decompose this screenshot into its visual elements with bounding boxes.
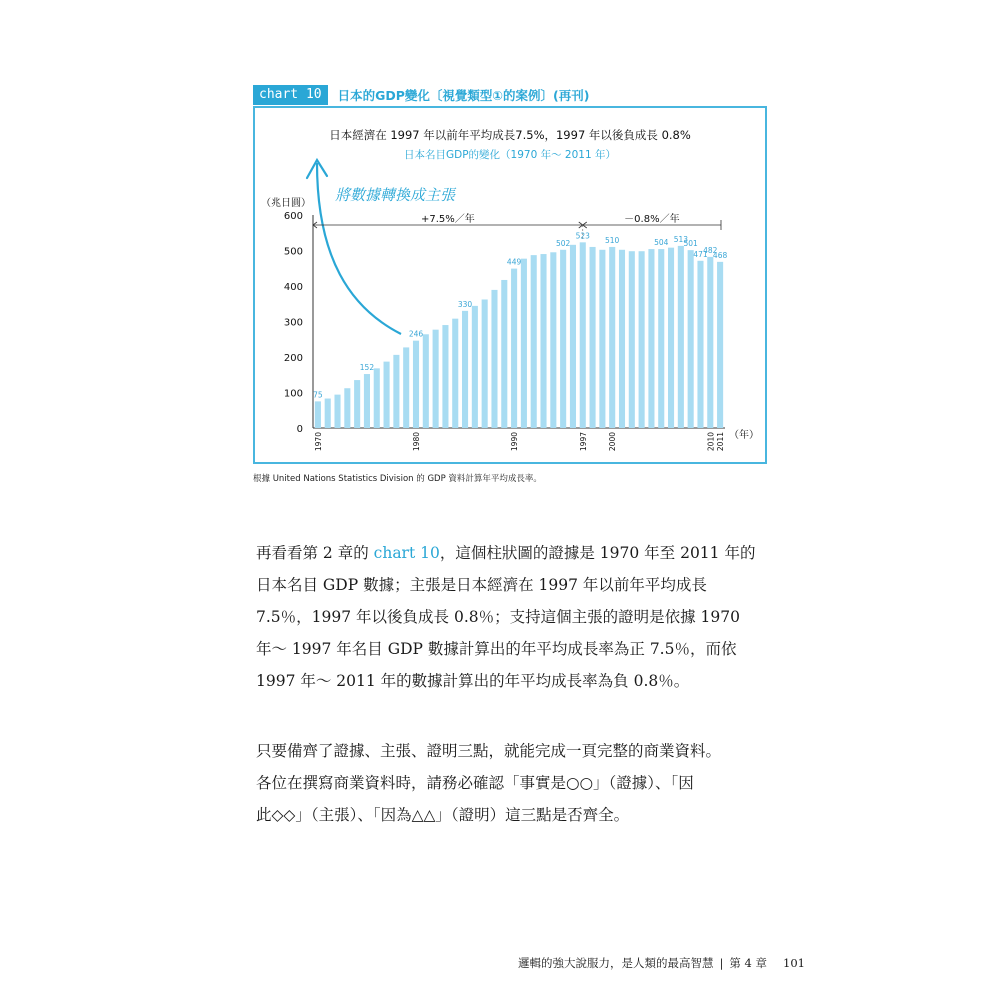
bar-1985 [462, 311, 468, 428]
bar-1982 [433, 330, 439, 428]
bar-2000 [609, 247, 615, 428]
bar-2011 [717, 262, 723, 428]
bar-1980 [413, 341, 419, 428]
data-label-2008: 501 [683, 239, 698, 249]
y-tick-label: 0 [296, 424, 303, 435]
bar-2010 [707, 257, 713, 428]
bar-1995 [560, 250, 566, 428]
chart-main-title: 日本經濟在 1997 年以前年平均成長7.5%，1997 年以後負成長 0.8% [329, 128, 691, 142]
paragraph-1-line [256, 601, 776, 633]
page-number: 101 [783, 956, 805, 970]
bar-2003 [639, 251, 645, 428]
x-tick-label: 2011 [716, 432, 726, 452]
bar-1987 [482, 299, 488, 428]
data-label-1975: 152 [359, 363, 375, 373]
text-run: 日本名目 GDP 數據；主張是日本經濟在 1997 年以前年平均成長 [256, 576, 707, 594]
bar-2007 [678, 246, 684, 428]
bar-1989 [501, 280, 507, 428]
chart-subtitle: 日本名目GDP的變化（1970 年～ 2011 年） [403, 149, 617, 161]
page-footer [518, 955, 805, 971]
bar-1978 [393, 355, 399, 428]
data-label-1990: 449 [506, 257, 522, 267]
data-label-2005: 504 [654, 238, 669, 248]
bar-1993 [540, 254, 546, 428]
paragraph-1-line [256, 569, 776, 601]
running-title: 邏輯的強大說服力，是人類的最高智慧 [518, 956, 714, 970]
bar-1974 [354, 380, 360, 428]
paragraph-2-line: 此◇◇」（主張）、「因為△△」（證明）這三點是否齊全。 [256, 806, 630, 824]
data-label-1997: 523 [575, 231, 590, 241]
y-tick-label: 300 [283, 317, 303, 329]
range-label: －0.8%／年 [624, 214, 680, 225]
text-run: 年～ 1997 年名目 GDP 數據計算出的年平均成長率為正 7.5％，而依 [256, 640, 737, 658]
x-axis-label: （年） [729, 430, 759, 441]
bar-1972 [334, 395, 340, 428]
source-note: 根據 United Nations Statistics Division 的 GDP 資料計算年平均成長率。 [253, 474, 542, 484]
chart-header [253, 84, 589, 106]
paragraph-1-line [256, 537, 776, 569]
data-label-2009: 471 [693, 249, 708, 259]
chart-tag: chart 10 [253, 85, 328, 105]
range-label: +7.5%／年 [420, 214, 475, 225]
data-label-2010: 482 [703, 245, 718, 255]
bar-1979 [403, 347, 409, 428]
bar-1970 [315, 401, 321, 428]
chapter-label: 第 4 章 [729, 956, 768, 970]
x-tick-label: 1980 [412, 432, 421, 452]
y-tick-label: 600 [283, 211, 303, 222]
gdp-bar-chart [255, 108, 765, 462]
paragraph-2-line: 各位在撰寫商業資料時，請務必確認「事實是○○」（證據）、「因 [256, 774, 694, 792]
data-label-1970: 75 [313, 390, 323, 400]
y-axis-label: （兆日圓） [261, 198, 311, 209]
x-tick-label: 1997 [578, 432, 588, 452]
bar-1984 [452, 319, 458, 428]
x-tick-label: 2010 [706, 432, 716, 452]
text-run: ，這個柱狀圖的證據是 1970 年至 2011 年的 [439, 544, 756, 562]
bar-1992 [531, 255, 537, 428]
y-tick-label: 200 [283, 353, 303, 364]
bar-1977 [384, 362, 390, 428]
data-label-2000: 510 [605, 235, 620, 245]
bar-1990 [511, 269, 517, 428]
bar-2004 [648, 249, 654, 428]
bar-1998 [590, 247, 596, 428]
text-run: 1997 年～ 2011 年的數據計算出的年平均成長率為負 0.8％。 [256, 672, 690, 690]
bar-1997 [580, 242, 586, 428]
bar-1991 [521, 259, 527, 428]
bar-1976 [374, 368, 380, 428]
paragraph-1-line [256, 633, 776, 665]
bar-1973 [344, 388, 350, 428]
bar-1994 [550, 252, 556, 428]
data-label-1980: 246 [408, 329, 424, 339]
bar-1986 [472, 306, 478, 428]
y-tick-label: 500 [283, 246, 303, 258]
x-tick-label: 2000 [608, 432, 618, 452]
text-run: 再看看第 2 章的 [256, 544, 374, 562]
bar-2005 [658, 249, 664, 428]
annotation-text: 將數據轉換成主張 [335, 186, 456, 204]
data-label-2007: 513 [673, 234, 689, 244]
paragraph-2 [256, 735, 776, 831]
footer-divider: | [719, 956, 724, 970]
bar-1983 [442, 325, 448, 428]
paragraph-1-line [256, 665, 776, 697]
bar-2008 [688, 250, 694, 428]
chart-reference: chart 10 [373, 544, 440, 562]
chart-title: 日本的GDP變化〔視覺類型①的案例〕(再刊) [337, 88, 590, 103]
data-label-1995: 502 [555, 238, 571, 248]
data-label-2011: 468 [712, 250, 728, 260]
bar-2002 [629, 251, 635, 428]
bar-2006 [668, 248, 674, 428]
paragraph-1 [256, 537, 776, 697]
data-label-1985: 330 [457, 299, 473, 309]
bar-1981 [423, 334, 429, 428]
bar-1988 [491, 290, 497, 428]
bar-1999 [599, 250, 605, 428]
bar-1996 [570, 245, 576, 428]
bar-1975 [364, 374, 370, 428]
x-tick-label: 1970 [313, 432, 323, 452]
bar-1971 [325, 399, 331, 428]
chart-frame [253, 106, 767, 464]
paragraph-2-line: 只要備齊了證據、主張、證明三點，就能完成一頁完整的商業資料。 [256, 742, 722, 760]
bar-2001 [619, 250, 625, 428]
x-tick-label: 1990 [510, 432, 520, 452]
bar-2009 [697, 261, 703, 428]
y-tick-label: 100 [283, 388, 303, 400]
y-tick-label: 400 [283, 282, 303, 293]
text-run: 7.5％，1997 年以後負成長 0.8％；支持這個主張的證明是依據 1970 [256, 608, 740, 626]
